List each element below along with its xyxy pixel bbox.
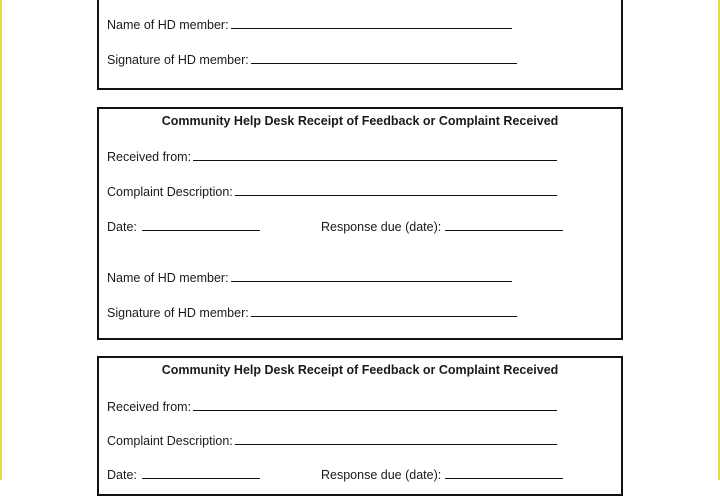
date-label: Date: [107,468,137,482]
complaint-description-field [107,432,557,448]
received-from-field [107,148,557,164]
form-title: Community Help Desk Receipt of Feedback or Complaint Received [161,363,559,377]
complaint-description-line[interactable] [235,183,557,196]
complaint-description-label: Complaint Description: [107,434,233,448]
complaint-description-field [107,183,557,199]
response-due-field [321,218,563,234]
receipt-form-top-partial [97,0,623,90]
date-field [107,218,260,234]
receipt-form-bottom-partial [97,356,623,496]
hd-name-field [107,269,512,285]
date-line[interactable] [142,218,260,231]
received-from-line[interactable] [193,398,557,411]
receipt-form-middle [97,107,623,340]
hd-signature-field [107,304,517,320]
response-due-line[interactable] [445,218,563,231]
response-due-label: Response due (date): [321,220,442,234]
hd-name-line[interactable] [231,16,512,29]
hd-name-label: Name of HD member: [107,271,229,285]
complaint-description-line[interactable] [235,432,557,445]
date-label: Date: [107,220,137,234]
received-from-line[interactable] [193,148,557,161]
form-title: Community Help Desk Receipt of Feedback or Complaint Received [161,114,559,128]
hd-name-line[interactable] [231,269,512,282]
page-edge-left [0,0,2,480]
hd-signature-field [107,51,517,67]
received-from-label: Received from: [107,400,192,414]
hd-signature-line[interactable] [251,304,517,317]
received-from-label: Received from: [107,150,192,164]
hd-signature-label: Signature of HD member: [107,53,249,67]
hd-signature-line[interactable] [251,51,517,64]
response-due-label: Response due (date): [321,468,442,482]
response-due-line[interactable] [445,466,563,479]
hd-signature-label: Signature of HD member: [107,306,249,320]
hd-name-label: Name of HD member: [107,18,229,32]
date-line[interactable] [142,466,260,479]
received-from-field [107,398,557,414]
hd-name-field [107,16,512,32]
complaint-description-label: Complaint Description: [107,185,233,199]
